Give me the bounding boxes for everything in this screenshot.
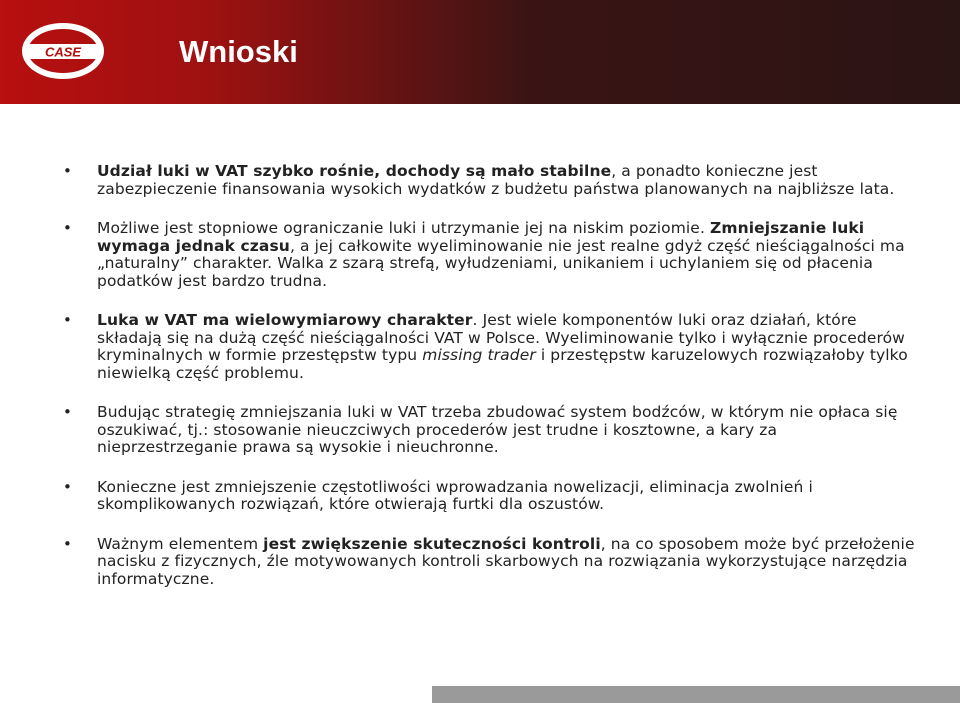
bullet-text: , a ponadto konieczne jest zabezpieczenie finansowania wysokich wydatków z budżetu państwa planowanych na najbliższe lata.	[97, 162, 895, 198]
bullet-text: Ważnym elementem	[97, 534, 264, 553]
page-title: Wnioski	[179, 34, 298, 69]
bullet-bold-text: Udział luki w VAT szybko rośnie, dochody są mało stabilne	[97, 162, 612, 180]
bullet-text: , a jej całkowite wyeliminowanie nie jest realne gdyż część nieściągalności ma „naturalny” charakter. Walka z szarą strefą, wyłudzeniami, unikaniem i uchylaniem się od płacenia podatków jest bardzo trudna.	[97, 236, 905, 290]
bullet-text: . Jest wiele komponentów luki oraz działań, które składają się na dużą część nieściągalności VAT w Polsce. Wyeliminowanie tylko i wyłącznie procederów kryminalnych w formie przestępstw typu	[97, 311, 905, 364]
bullet-item	[63, 220, 918, 290]
logo-text: CASE	[44, 44, 82, 60]
bullet-item	[63, 312, 918, 382]
bullet-bold-text: Zmniejszanie luki wymaga jednak czasu	[97, 219, 865, 255]
bullet-italic-text: missing trader	[422, 346, 536, 364]
case-logo	[21, 22, 105, 80]
bullet-text: , na co sposobem może być przełożenie nacisku z fizycznych, źle motywowanych kontroli skarbowych na rozwiązania wykorzystujące narzędzia informatyczne.	[97, 534, 915, 588]
bullet-text: i przestępstw karuzelowych rozwiązałoby tylko niewielką część problemu.	[97, 346, 908, 382]
footer-bar	[432, 686, 960, 703]
bullet-list	[63, 163, 918, 588]
bullet-text: Konieczne jest zmniejszenie częstotliwości wprowadzania nowelizacji, eliminacja zwolnień i skomplikowanych rozwiązań, które otwierają furtki dla oszustów.	[97, 477, 813, 513]
header-banner	[0, 0, 960, 104]
bullet-item	[63, 163, 918, 198]
bullet-bold-text: jest zwiększenie skuteczności kontroli	[263, 534, 601, 553]
conclusions-content	[63, 163, 918, 610]
bullet-item	[63, 536, 918, 589]
bullet-bold-text: Luka w VAT ma wielowymiarowy charakter	[97, 311, 473, 329]
bullet-item	[63, 404, 918, 457]
bullet-text: Budując strategię zmniejszania luki w VAT trzeba zbudować system bodźców, w którym nie opłaca się oszukiwać, tj.: stosowanie nieuczciwych procederów jest trudne i kosztowne, a kary za nieprzestrzeganie prawa są wysokie i nieuchronne.	[97, 403, 898, 456]
bullet-item	[63, 479, 918, 514]
bullet-text: Możliwe jest stopniowe ograniczanie luki i utrzymanie jej na niskim poziomie.	[97, 219, 710, 237]
